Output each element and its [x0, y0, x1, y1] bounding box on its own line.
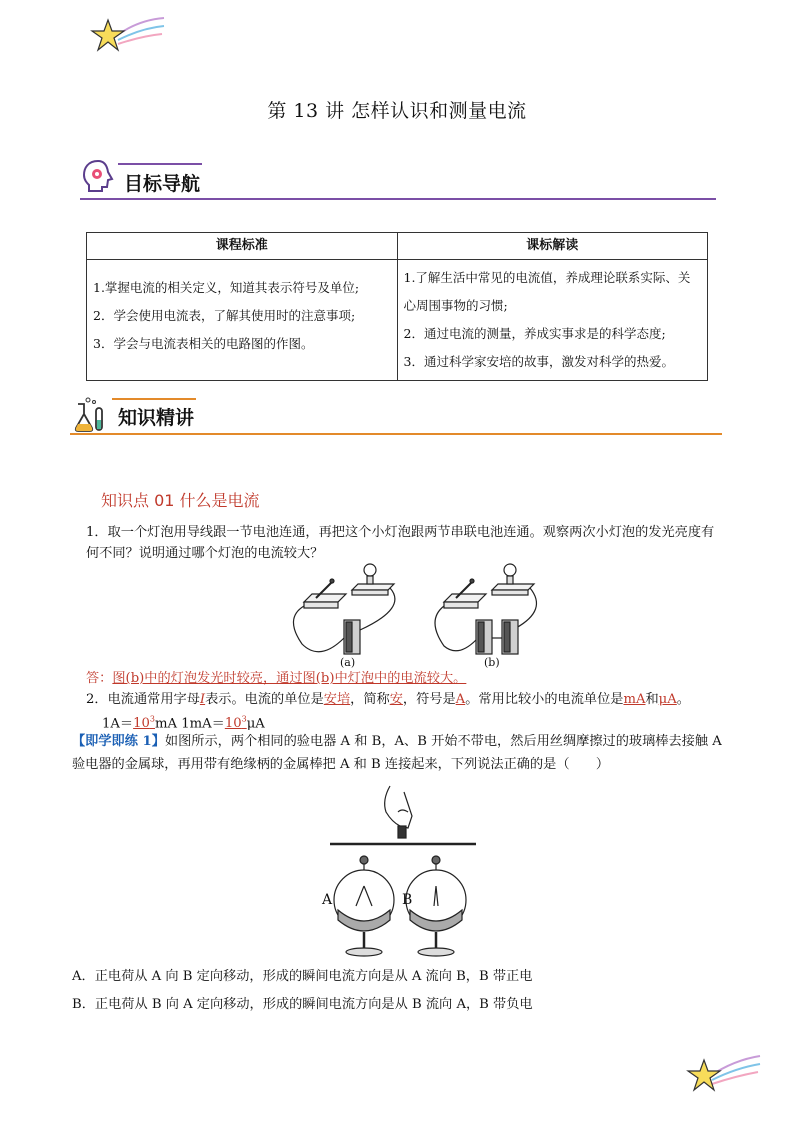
lab-flask-icon [70, 396, 110, 436]
standards-table [86, 232, 708, 381]
table-header-interpretation: 课标解读 [397, 233, 708, 260]
circuit-b-diagram [435, 564, 536, 654]
target-head-icon [80, 158, 116, 194]
knowledge-point-title: 知识点 01 什么是电流 [101, 491, 260, 510]
list-item: 2．学会使用电流表，了解其使用时的注意事项; [93, 308, 356, 323]
figure-label-a: (a) [340, 656, 356, 669]
conv-text: μA [246, 716, 265, 732]
table-cell-standards [87, 260, 398, 381]
answer-short: 安 [389, 692, 403, 707]
answer-unit: 安培 [323, 692, 351, 707]
conv-exponent: 3 [149, 715, 155, 724]
table-cell-interpretation [397, 260, 708, 381]
table-header-standards: 课程标准 [87, 233, 398, 260]
conv-text: 1A＝ [102, 716, 134, 732]
list-item: 1.了解生活中常见的电流值，养成理论联系实际、关心周围事物的习惯; [403, 270, 691, 313]
list-item: 1.掌握电流的相关定义，知道其表示符号及单位; [93, 280, 360, 295]
electroscope-label-a: A [322, 892, 333, 908]
circuit-figure [280, 558, 560, 672]
list-item: 3．通过科学家安培的故事，激发对科学的热爱。 [403, 354, 674, 369]
figure-label-b: (b) [484, 656, 500, 669]
section-divider [80, 198, 716, 200]
answer-sym: A [455, 692, 466, 707]
star-decoration-icon [686, 1052, 766, 1096]
section-divider [70, 433, 722, 435]
conv-exponent: 3 [241, 715, 247, 724]
practice-question [72, 730, 732, 776]
header-accent-line [112, 398, 196, 400]
answer-ma: mA [623, 692, 646, 707]
answer-symbol: I [199, 692, 206, 707]
list-item: 3．学会与电流表相关的电路图的作图。 [93, 336, 314, 351]
q2-text: ，简称 [350, 692, 390, 707]
section-title-knowledge: 知识精讲 [118, 407, 195, 429]
star-decoration-icon [88, 14, 166, 58]
option-a: A．正电荷从 A 向 B 定向移动，形成的瞬间电流方向是从 A 流向 B，B 带正电 [72, 969, 533, 984]
q2-text: 。常用比较小的电流单位是 [465, 692, 624, 707]
conv-text: mA 1mA＝ [154, 716, 225, 732]
page-title: 第 13 讲 怎样认识和测量电流 [267, 100, 527, 122]
electroscope-label-b: B [402, 892, 413, 908]
section-title-goals: 目标导航 [124, 173, 201, 195]
answer-ua: μA [658, 692, 677, 707]
q2-text: 表示。电流的单位是 [205, 692, 324, 707]
electroscope-figure [312, 782, 482, 960]
q2-text: ，符号是 [402, 692, 456, 707]
circuit-a-diagram [293, 564, 394, 654]
q2-text: 。 [676, 692, 690, 707]
answer-1 [86, 668, 726, 689]
practice-text: 如图所示，两个相同的验电器 A 和 B，A、B 开始不带电，然后用丝绸摩擦过的玻璃棒去接触 A 验电器的金属球，再用带有绝缘柄的金属棒把 A 和 B 连接起来，下列说法正确的是（ ） [72, 734, 722, 772]
list-item: 2．通过电流的测量，养成实事求是的科学态度; [403, 326, 666, 341]
option-b: B．正电荷从 B 向 A 定向移动，形成的瞬间电流方向是从 B 流向 A，B 带负电 [72, 997, 533, 1012]
q2-text: 和 [645, 692, 659, 707]
conv-base: 10 [133, 716, 150, 732]
question-2-text [86, 689, 746, 710]
answer-prefix: 答： [86, 671, 113, 686]
header-accent-line [118, 163, 202, 165]
conv-base: 10 [224, 716, 242, 732]
answer-text: 图(b)中的灯泡发光时较亮，通过图(b)中灯泡中的电流较大。 [112, 671, 467, 686]
q2-text: 2．电流通常用字母 [86, 692, 200, 707]
question-1-text: 1．取一个灯泡用导线跟一节电池连通，再把这个小灯泡跟两节串联电池连通。观察两次小灯泡的发光亮度有何不同？说明通过哪个灯泡的电流较大？ [86, 525, 715, 561]
practice-tag: 【即学即练 1】 [72, 734, 165, 749]
